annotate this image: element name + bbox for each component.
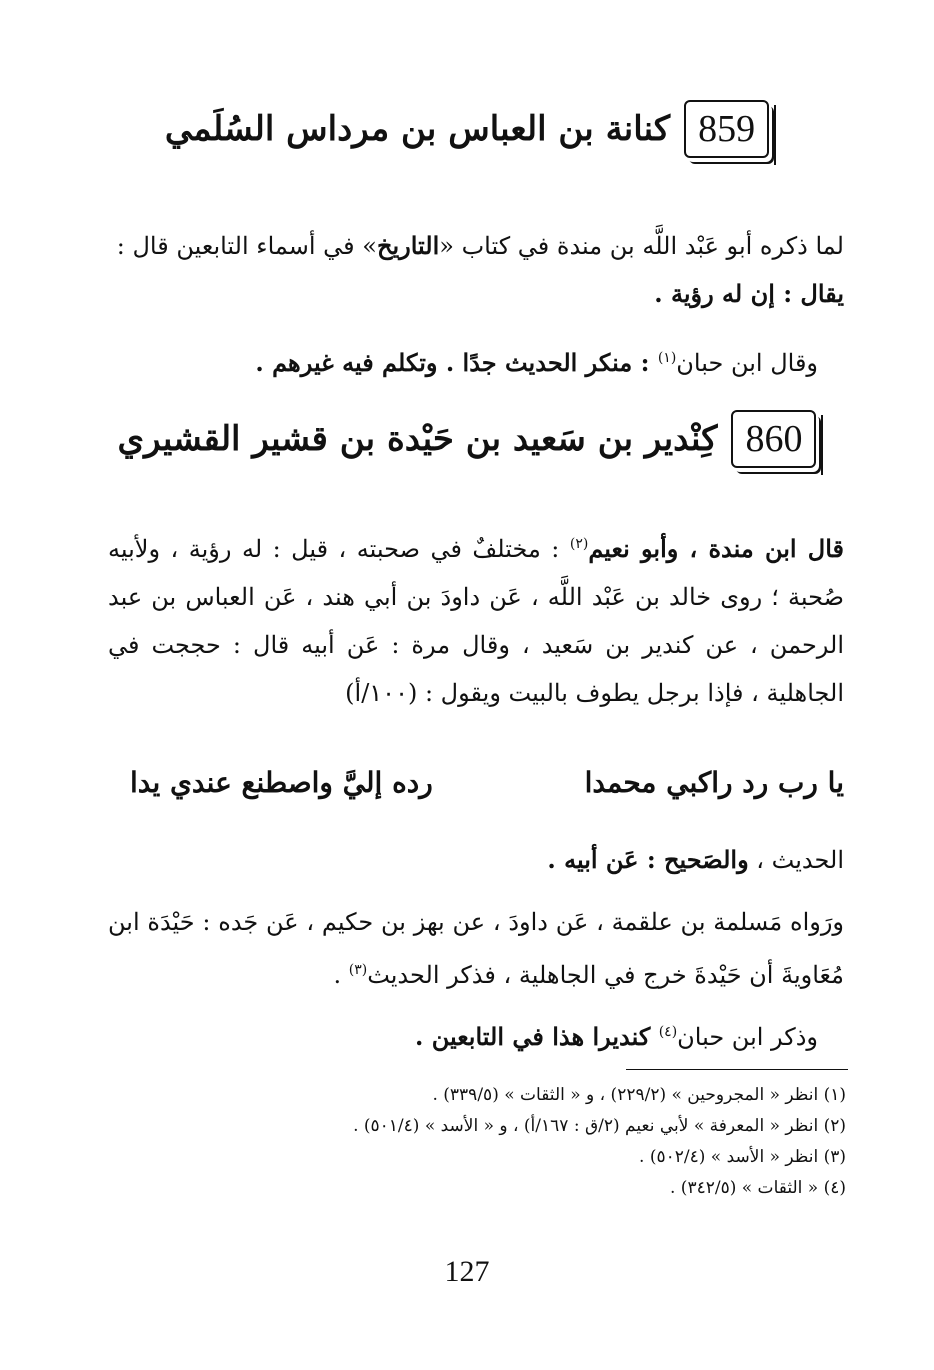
- footnote-item: (٢) انظر « المعرفة » لأبي نعيم (٢/ق : ١٦٧/أ) ، و « الأسد » (٥٠١/٤) .: [353, 1116, 846, 1136]
- text-segment: وقال ابن حبان: [676, 349, 818, 377]
- footnote-divider: [626, 1069, 848, 1070]
- entry-860-paragraph-4: [108, 1008, 818, 1061]
- text-segment: لما ذكره أبو عَبْد اللَّه بن مندة في كتاب «: [439, 232, 844, 260]
- text-segment: وذكر ابن حبان: [677, 1023, 818, 1051]
- footnote-item: (١) انظر « المجروحين » (٢٢٩/٢) ، و « الثقات » (٣٣٩/٥) .: [432, 1085, 846, 1105]
- footnote-ref: (٤): [658, 1024, 678, 1040]
- book-title-bold: التاريخ: [376, 231, 440, 260]
- entry-number-box: 860: [731, 410, 816, 468]
- text-segment: الحديث ،: [748, 846, 844, 874]
- page-number: 127: [444, 1255, 490, 1288]
- entry-heading-859: [0, 100, 934, 158]
- verse-second-hemistich: رده إليَّ واصطنع عندي يدا: [130, 766, 433, 799]
- entry-number-box: 859: [684, 100, 769, 158]
- text-segment-bold: والصَحيح : عَن أبيه .: [547, 845, 749, 874]
- text-segment-bold: : منكر الحديث جدًا . وتكلم فيه غيرهم .: [255, 348, 658, 377]
- footnote-ref: (٣): [348, 962, 368, 978]
- entry-860-paragraph-3: [108, 898, 844, 999]
- text-segment: ورَواه مَسلمة بن علقمة ، عَن داودَ ، عن بهز بن حكيم ، عَن جَده : حَيْدَة ابن مُعَاويةَ أن حَيْدةَ خرج في الجاهلية ، فذكر الحديث: [108, 908, 844, 989]
- footnotes: [100, 1080, 846, 1204]
- footnote-item: (٤) « الثقات » (٣٤٢/٥) .: [670, 1178, 846, 1198]
- entry-860-paragraph-2: [108, 836, 844, 884]
- text-segment: .: [333, 961, 349, 989]
- entry-title: كنانة بن العباس بن مرداس السُلَمي: [164, 109, 671, 149]
- entry-859-paragraph-1: [108, 222, 844, 318]
- footnote-ref: (١): [657, 350, 677, 366]
- text-segment-bold: كنديرا هذا في التابعين .: [414, 1022, 659, 1051]
- entry-860-paragraph-1: [108, 520, 844, 717]
- footnote-item: (٣) انظر « الأسد » (٥٠٢/٤) .: [639, 1147, 846, 1167]
- text-segment-bold: قال ابن مندة ، وأبو نعيم: [588, 534, 844, 563]
- quote-bold: يقال : إن له رؤية .: [654, 279, 844, 308]
- entry-859-paragraph-2: [108, 334, 818, 387]
- entry-heading-860: [0, 410, 934, 468]
- poem-verse: [130, 766, 844, 799]
- text-segment: : مختلفٌ في صحبته ، قيل : له رؤية ، ولأبيه صُحبة ؛ روى خالد بن عَبْد اللَّه ، عَن داودَ بن أبي هند ، عَن العباس بن عبد الرحمن ، عن كندير بن سَعيد ، وقال مرة : عَن أبيه قال : حججت في الجاهلية ، فإذا برجل يطوف بالبيت ويقول : (١٠٠/أ): [108, 535, 845, 707]
- text-segment: » في أسماء التابعين قال :: [116, 232, 377, 260]
- entry-title: كِنْدير بن سَعيد بن حَيْدة بن قشير القشيري: [117, 419, 718, 459]
- footnote-ref: (٢): [569, 536, 589, 552]
- verse-first-hemistich: يا رب رد راكبي محمدا: [584, 766, 844, 799]
